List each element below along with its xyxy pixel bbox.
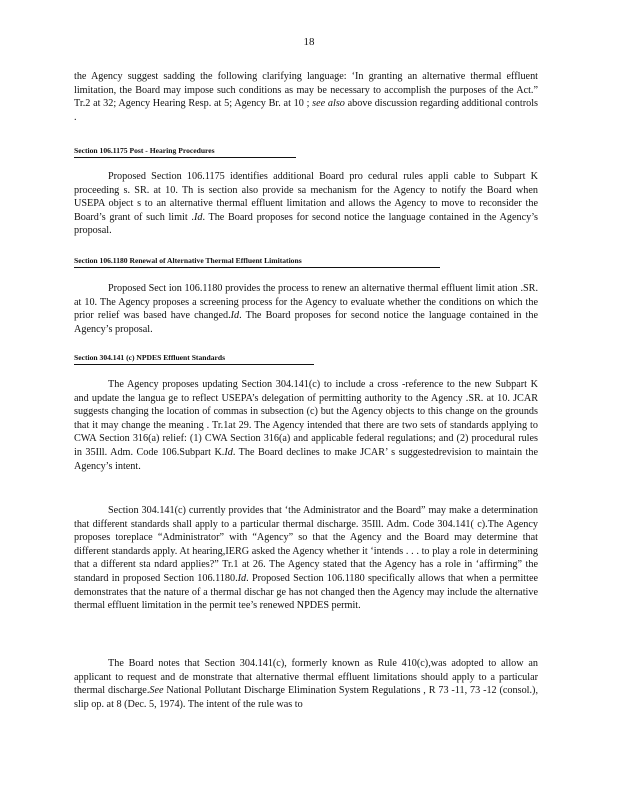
text-run: the Agency suggest sadding the following clarifying language: ‘In granting an alternative thermal effluent limitation, the Board may impose such conditions as may be necessary to accomplish the purposes of the Act.” Tr.2 at 32; Agency Hearing Resp. at 5; Agency Br. at 10 ; bbox=[74, 71, 538, 110]
text-run: The Agency proposes updating Section 304.141(c) to include a cross -reference to the new Subpart K and update the langua ge to reflect USEPA’s delegation of permitting authority to the Agency .SR. at 10. JCAR suggests changing the location of commas in subsection (c) but the Agency objects to this change on the grounds that it may change the meaning . Tr.1at 29. The Agency intended that there are two sets of standards applying to CWA Section 316(a) relief: (1) CWA Section 316(a) and applicable federal regulations; and (2) procedural rules in 35Ill. Adm. Code 106.Subpart K. bbox=[74, 379, 538, 458]
text-run: Section 304.141(c) currently provides that ‘the Administrator and the Board” may make a determination that different standards shall apply to a particular thermal discharge. 35Ill. Adm. Code 304.141( c).The Agency proposes toreplace “Administrator” with “Agency” so that the Agency and the Board may determine that different standards apply. At hearing,IERG asked the Agency whether it ‘intends . . . to play a role in determining that a different sta ndard applies?” Tr.1 at 26. The Agency stated that the Agency has a role in ‘affirming” the standard in proposed Section 106.1180. bbox=[74, 505, 538, 584]
citation-id: Id bbox=[237, 572, 247, 584]
text-run: Proposed Section 106.1175 identifies additional Board pro cedural rules appli cable to Subpart K proceeding s. SR. at 10. Th is section also provide sa mechanism for the Agency to notify the Board when USEPA object s to an alternative thermal effluent limitation and allows the Agency to move to reconsider the Board’s grant of such limit . bbox=[74, 171, 538, 223]
citation-signal-see-also: see also bbox=[312, 98, 345, 110]
text-run: above discussion regarding additional controls . bbox=[74, 98, 538, 123]
citation-id: Id bbox=[193, 211, 203, 223]
text-run: National Pollutant Discharge Elimination System Regulations , R 73 -11, 73 -12 (consol.), slip op. at 8 (Dec. 5, 1974). The intent of the rule was to bbox=[74, 685, 538, 710]
text-run: . The Board proposes for second notice the language contained in the Agency’s proposal. bbox=[74, 310, 538, 335]
citation-id: Id bbox=[224, 446, 233, 458]
section-heading-304-141: Section 304.141 (c) NPDES Effluent Standards bbox=[74, 353, 314, 365]
paragraph-section-106-1180 bbox=[74, 282, 538, 336]
page-number: 18 bbox=[303, 36, 315, 48]
citation-signal-see: See bbox=[149, 685, 164, 697]
text-run: . The Board proposes for second notice the language contained in the Agency’s proposal. bbox=[74, 211, 539, 237]
section-heading-106-1175: Section 106.1175 Post - Hearing Procedures bbox=[74, 146, 296, 158]
text-run: . The Board declines to make JCAR’ s suggestedrevision to maintain the Agency’s intent. bbox=[74, 446, 538, 472]
paragraph-clarifying-language bbox=[74, 70, 538, 124]
citation-id: Id bbox=[230, 310, 240, 322]
paragraph-section-106-1175 bbox=[74, 170, 538, 238]
text-run: Proposed Sect ion 106.1180 provides the process to renew an alternative thermal effluent limit ation .SR. at 10. The Agency proposes a screening process for the Agency to evaluate whether the conditions on which the prior relief was based have changed. bbox=[74, 283, 538, 322]
paragraph-board-notes bbox=[74, 657, 538, 711]
section-heading-106-1180: Section 106.1180 Renewal of Alternative Thermal Effluent Limitations bbox=[74, 256, 440, 268]
paragraph-section-304-141-current bbox=[74, 504, 538, 613]
text-run: . Proposed Section 106.1180 specifically allows that when a permittee demonstrates that the nature of a thermal dischar ge has not changed then the Agency may include the alternative thermal effluent limitation in the permit tee’s renewed NPDES permit. bbox=[74, 572, 538, 612]
text-run: The Board notes that Section 304.141(c), formerly known as Rule 410(c),was adopted to allow an applicant to request and de monstrate that alternative thermal effluent limitations should apply to a particular thermal discharge. bbox=[74, 658, 538, 697]
paragraph-section-304-141-proposal bbox=[74, 378, 538, 473]
